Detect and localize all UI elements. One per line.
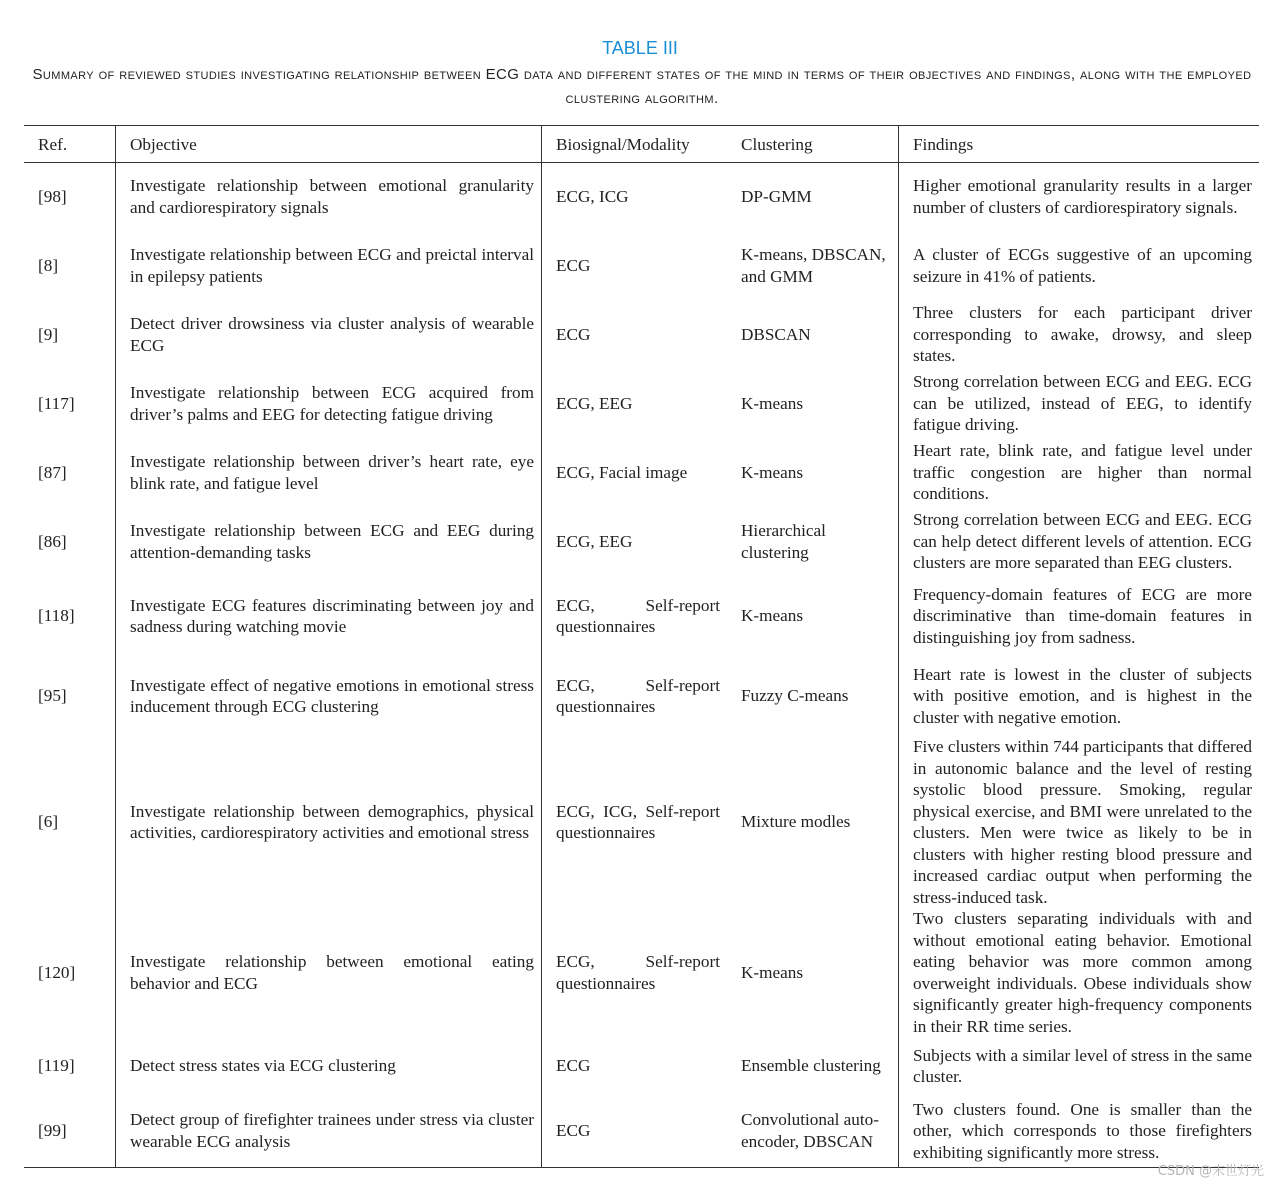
cell-ref: [118] — [24, 576, 116, 656]
table-row — [24, 1095, 1259, 1167]
cell-clustering: K-means — [727, 908, 899, 1037]
cell-objective: Detect group of firefighter trainees under stress via cluster wearable ECG analysis — [116, 1095, 542, 1167]
cell-objective: Investigate relationship between ECG and EEG during attention-demanding tasks — [116, 507, 542, 576]
table-caption-label: TABLE III — [602, 38, 678, 58]
watermark: CSDN @末世灯光 — [1157, 1164, 1264, 1179]
cell-ref: [86] — [24, 507, 116, 576]
cell-objective: Investigate relationship between emotional eating behavior and ECG — [116, 908, 542, 1037]
table-row — [24, 656, 1259, 736]
cell-modality: ECG, ICG, Self-report questionnaires — [556, 801, 720, 842]
cell-clustering: Convolutional auto-encoder, DBSCAN — [727, 1095, 899, 1167]
cell-findings: Five clusters within 744 participants that differed in autonomic balance and the level of resting systolic blood pressure. Smoking, regular physical exercise, and BMI were unrelated to the clusters. Men were twice as likely to be in clusters with higher resting blood pressure and increased cardiac output when performing the stress-induced task. — [913, 737, 1252, 907]
cell-findings: Frequency-domain features of ECG are more discriminative than time-domain features in distinguishing joy from sadness. — [913, 584, 1252, 647]
cell-ref: [120] — [24, 908, 116, 1037]
cell-objective: Investigate ECG features discriminating between joy and sadness during watching movie — [116, 576, 542, 656]
cell-ref: [87] — [24, 438, 116, 507]
cell-modality: ECG, EEG — [556, 531, 633, 551]
table-row — [24, 507, 1259, 576]
studies-table — [24, 125, 1259, 1168]
cell-findings: A cluster of ECGs suggestive of an upcoming seizure in 41% of patients. — [913, 245, 1252, 286]
cell-findings: Three clusters for each participant driver corresponding to awake, drowsy, and sleep states. — [913, 303, 1252, 366]
cell-objective: Investigate relationship between ECG acquired from driver’s palms and EEG for detecting fatigue driving — [116, 369, 542, 438]
cell-findings: Strong correlation between ECG and EEG. ECG can be utilized, instead of EEG, to identify fatigue driving. — [913, 372, 1252, 435]
cell-modality: ECG, Facial image — [556, 462, 688, 482]
cell-modality: ECG — [556, 324, 591, 344]
table-row — [24, 1037, 1259, 1095]
cell-findings: Heart rate, blink rate, and fatigue level under traffic congestion are higher than normal conditions. — [913, 441, 1252, 504]
cell-modality: ECG, Self-report questionnaires — [556, 595, 720, 636]
cell-ref: [98] — [24, 162, 116, 231]
table-caption-text: Summary of reviewed studies investigating relationship between ECG data and different states of the mind in terms of their objectives and findings, along with the employed clustering algorithm. — [32, 66, 1252, 107]
cell-objective: Investigate relationship between driver’s heart rate, eye blink rate, and fatigue level — [116, 438, 542, 507]
cell-clustering: K-means — [727, 369, 899, 438]
cell-modality: ECG, Self-report questionnaires — [556, 675, 720, 716]
cell-clustering: Ensemble clustering — [727, 1037, 899, 1095]
header-objective: Objective — [116, 126, 542, 163]
cell-ref: [99] — [24, 1095, 116, 1167]
cell-clustering: K-means — [727, 576, 899, 656]
cell-ref: [6] — [24, 736, 116, 908]
cell-modality: ECG — [556, 255, 591, 275]
cell-ref: [9] — [24, 300, 116, 369]
cell-clustering: Fuzzy C-means — [727, 656, 899, 736]
cell-findings: Heart rate is lowest in the cluster of subjects with positive emotion, and is highest in the cluster with negative emotion. — [913, 664, 1252, 727]
cell-clustering: K-means, DBSCAN, and GMM — [727, 231, 899, 300]
cell-ref: [95] — [24, 656, 116, 736]
cell-objective: Investigate relationship between emotional granularity and cardiorespiratory signals — [116, 162, 542, 231]
cell-objective: Investigate relationship between ECG and preictal interval in epilepsy patients — [116, 231, 542, 300]
cell-modality: ECG, EEG — [556, 393, 633, 413]
table-row — [24, 908, 1259, 1037]
cell-findings: Strong correlation between ECG and EEG. ECG can help detect different levels of attention. ECG clusters are more separated than EEG clusters. — [913, 510, 1252, 573]
cell-findings: Two clusters separating individuals with and without emotional eating behavior. Emotional eating behavior was more common among overweight individuals. Obese individuals show significantly greater high-frequency components in their RR time series. — [913, 909, 1252, 1036]
cell-modality: ECG — [556, 1121, 591, 1140]
cell-findings: Higher emotional granularity results in a larger number of clusters of cardiorespiratory signals. — [913, 176, 1252, 217]
cell-clustering: K-means — [727, 438, 899, 507]
header-modality: Biosignal/Modality — [556, 135, 690, 154]
header-ref: Ref. — [24, 126, 116, 163]
table-row — [24, 162, 1259, 231]
cell-clustering: DBSCAN — [727, 300, 899, 369]
cell-modality: ECG, ICG — [556, 187, 629, 206]
cell-objective: Investigate relationship between demographics, physical activities, cardiorespiratory activities and emotional stress — [116, 736, 542, 908]
cell-findings: Subjects with a similar level of stress in the same cluster. — [913, 1045, 1252, 1086]
cell-clustering: Hierarchical clustering — [727, 507, 899, 576]
cell-ref: [117] — [24, 369, 116, 438]
cell-ref: [8] — [24, 231, 116, 300]
cell-objective: Detect stress states via ECG clustering — [116, 1037, 542, 1095]
table-row — [24, 231, 1259, 300]
table-header-row — [24, 126, 1259, 163]
cell-ref: [119] — [24, 1037, 116, 1095]
table-row — [24, 438, 1259, 507]
cell-findings: Two clusters found. One is smaller than the other, which corresponds to those firefighters exhibiting significantly more stress. — [913, 1099, 1252, 1162]
cell-modality: ECG, Self-report questionnaires — [556, 952, 720, 993]
cell-clustering: DP-GMM — [727, 162, 899, 231]
cell-objective: Detect driver drowsiness via cluster analysis of wearable ECG — [116, 300, 542, 369]
table-row — [24, 736, 1259, 908]
table-row — [24, 576, 1259, 656]
cell-modality: ECG — [556, 1056, 591, 1076]
table-row — [24, 300, 1259, 369]
header-findings: Findings — [913, 135, 974, 154]
table-row — [24, 369, 1259, 438]
header-clustering: Clustering — [727, 126, 899, 163]
cell-clustering: Mixture modles — [727, 736, 899, 908]
cell-objective: Investigate effect of negative emotions in emotional stress inducement through ECG clustering — [116, 656, 542, 736]
